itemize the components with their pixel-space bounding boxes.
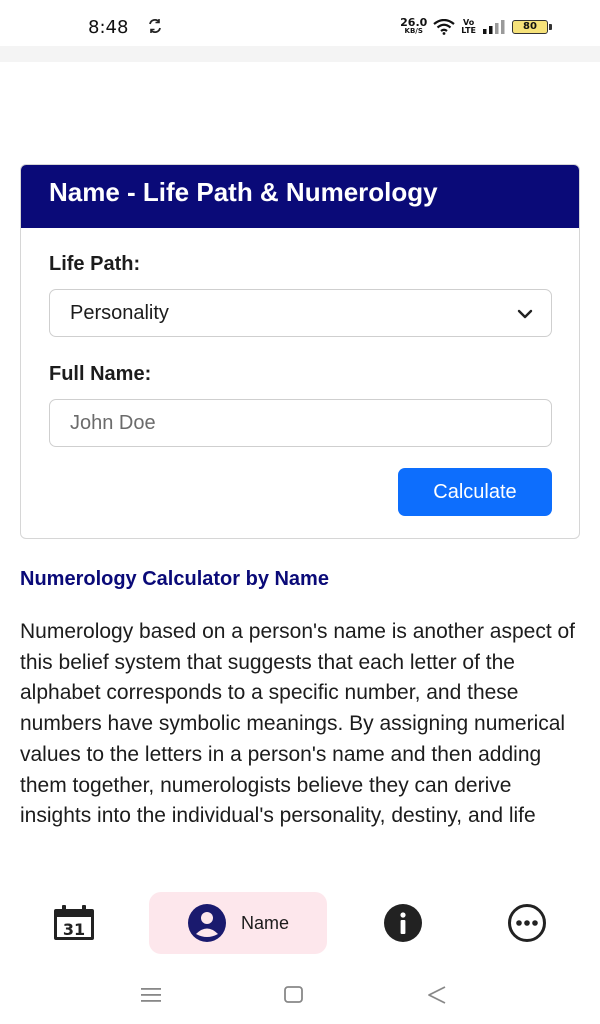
- calendar-day: 31: [62, 920, 86, 939]
- app-bar-strip: [0, 46, 600, 62]
- article-body: Numerology based on a person's name is another aspect of this belief system that suggests that each letter of the alphabet corresponds to a specific number, and these numbers have symbolic meanings. By assigning numerical values to the letters in a person's name and then adding them together, numerologists believe they can derive insights into the individual's personality, destiny, and life: [20, 620, 576, 828]
- system-nav: [0, 968, 600, 1024]
- nav-calendar[interactable]: [48, 892, 100, 954]
- nav-info[interactable]: [382, 892, 424, 954]
- full-name-input[interactable]: [49, 399, 552, 447]
- battery-icon: 80: [512, 20, 548, 34]
- card-title: Name - Life Path & Numerology: [21, 165, 579, 228]
- status-time: 8:48: [88, 17, 129, 38]
- status-icons: [400, 17, 548, 37]
- net-speed-unit: KB/S: [404, 27, 423, 35]
- bottom-nav: [0, 878, 600, 968]
- life-path-label: Life Path:: [49, 253, 141, 275]
- wifi-icon: [433, 19, 455, 35]
- sync-icon: [146, 17, 164, 35]
- back-icon[interactable]: [426, 985, 448, 1005]
- nav-more[interactable]: [506, 892, 548, 954]
- calendar-icon: [52, 905, 96, 941]
- signal-icon: [482, 20, 506, 34]
- more-icon: [507, 903, 547, 943]
- volte-top: Vo: [463, 18, 475, 27]
- section-heading: Numerology Calculator by Name: [20, 568, 329, 590]
- volte-indicator: [461, 19, 476, 35]
- nav-name[interactable]: [149, 892, 327, 954]
- life-path-selected-value: Personality: [70, 302, 169, 324]
- menu-icon[interactable]: [140, 985, 162, 1005]
- status-bar: [0, 0, 600, 46]
- home-icon[interactable]: [283, 985, 305, 1005]
- calculate-button[interactable]: Calculate: [398, 468, 552, 516]
- chevron-down-icon: [515, 304, 535, 324]
- network-speed: [400, 16, 428, 35]
- user-icon: [187, 903, 227, 943]
- nav-name-label: Name: [240, 912, 289, 933]
- calculator-card: [20, 164, 580, 539]
- volte-bottom: LTE: [461, 26, 476, 35]
- full-name-label: Full Name:: [49, 363, 152, 385]
- info-icon: [383, 903, 423, 943]
- net-speed-value: 26.0: [400, 16, 428, 29]
- life-path-select[interactable]: [49, 289, 552, 337]
